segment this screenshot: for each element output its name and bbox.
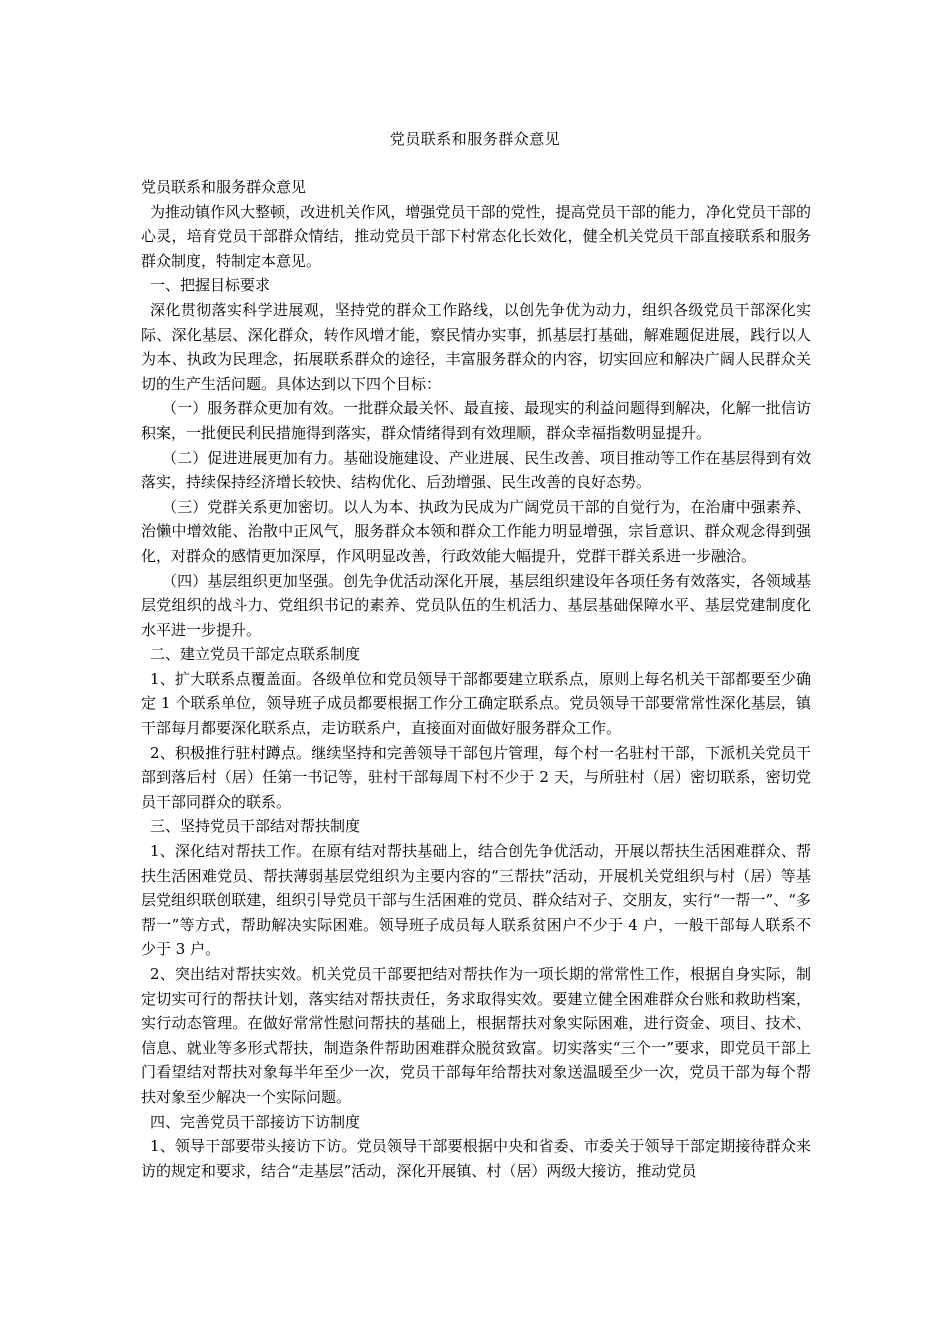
document-title: 党员联系和服务群众意见: [389, 130, 561, 148]
paragraph: 1、领导干部要带头接访下访。党员领导干部要根据中央和省委、市委关于领导干部定期接待群众来访的规定和要求，结合“走基层”活动，深化开展镇、村（居）两级大接访，推动党员: [141, 1137, 811, 1180]
paragraph-heading-repeat: 党员联系和服务群众意见: [141, 178, 307, 196]
section-heading-1: 一、把握目标要求: [150, 276, 271, 295]
paragraph: 2、积极推行驻村蹲点。继续坚持和完善领导干部包片管理，每个村一名驻村干部，下派机关党员干部到落后村（居）任第一书记等，驻村干部每周下村不少于 2 天，与所驻村（居）密切联系，密切党员干部同群众的联系。: [141, 743, 811, 811]
section-heading-4: 四、完善党员干部接访下访制度: [150, 1112, 361, 1131]
paragraph: 深化贯彻落实科学进展观，坚持党的群众工作路线，以创先争优为动力，组织各级党员干部深化实际、深化基层、深化群众，转作风增才能，察民情办实事，抓基层打基础，解难题促进展，践行以人为本、执政为民理念，拓展联系群众的途径，丰富服务群众的内容，切实回应和解决广阔人民群众关切的生产生活问题。具体达到以下四个目标：: [141, 300, 811, 393]
paragraph: （三）党群关系更加密切。以人为本、执政为民成为广阔党员干部的自觉行为，在治庸中强素养、治懒中增效能、治散中正风气，服务群众本领和群众工作能力明显增强，宗旨意识、群众观念得到强化，对群众的感情更加深厚，作风明显改善，行政效能大幅提升，党群干群关系进一步融洽。: [141, 497, 811, 565]
document-body: [141, 175, 811, 1183]
paragraph: 1、扩大联系点覆盖面。各级单位和党员领导干部都要建立联系点，原则上每名机关干部都要至少确定 1 个联系单位，领导班子成员都要根据工作分工确定联系点。党员领导干部要常常性深化基层，镇干部每月都要深化联系点，走访联系户，直接面对面做好服务群众工作。: [141, 669, 811, 738]
section-heading-3: 三、坚持党员干部结对帮扶制度: [150, 817, 361, 836]
paragraph: （四）基层组织更加坚强。创先争优活动深化开展，基层组织建设年各项任务有效落实，各领域基层党组织的战斗力、党组织书记的素养、党员队伍的生机活力、基层基础保障水平、基层党建制度化水平进一步提升。: [141, 571, 811, 639]
paragraph: 2、突出结对帮扶实效。机关党员干部要把结对帮扶作为一项长期的常常性工作，根据自身实际，制定切实可行的帮扶计划，落实结对帮扶责任，务求取得实效。要建立健全困难群众台账和救助档案，实行动态管理。在做好常常性慰问帮扶的基础上，根据帮扶对象实际困难，进行资金、项目、技术、信息、就业等多形式帮扶，制造条件帮助困难群众脱贫致富。切实落实“三个一”要求，即党员干部上门看望结对帮扶对象每半年至少一次，党员干部每年给帮扶对象送温暖至少一次，党员干部为每个帮扶对象至少解决一个实际问题。: [141, 965, 811, 1106]
paragraph: （二）促进进展更加有力。基础设施建设、产业进展、民生改善、项目推动等工作在基层得到有效落实，持续保持经济增长较快、结构优化、后劲增强、民生改善的良好态势。: [141, 448, 811, 492]
paragraph: 1、深化结对帮扶工作。在原有结对帮扶基础上，结合创先争优活动，开展以帮扶生活困难群众、帮扶生活困难党员、帮扶薄弱基层党组织为主要内容的“三帮扶”活动，开展机关党组织与村（居）等基层党组织联创联建，组织引导党员干部与生活困难的党员、群众结对子、交朋友，实行“一帮一”、“多帮一”等方式，帮助解决实际困难。领导班子成员每人联系贫困户不少于 4 户，一般干部每人联系不少于 3 户。: [141, 842, 811, 959]
paragraph-preamble: 为推动镇作风大整顿，改进机关作风，增强党员干部的党性，提高党员干部的能力，净化党员干部的心灵，培育党员干部群众情结，推动党员干部下村常态化长效化，健全机关党员干部直接联系和服务群众制度，特制定本意见。: [141, 202, 811, 270]
section-heading-2: 二、建立党员干部定点联系制度: [150, 645, 361, 664]
paragraph: （一）服务群众更加有效。一批群众最关怀、最直接、最现实的利益问题得到解决，化解一批信访积案，一批便民利民措施得到落实，群众情绪得到有效理顺，群众幸福指数明显提升。: [141, 399, 811, 442]
